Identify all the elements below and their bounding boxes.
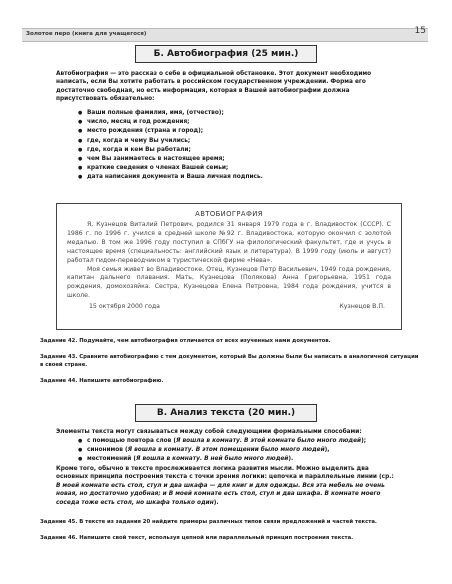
autobiography-title: АВТОБИОГРАФИЯ <box>195 210 263 218</box>
task-42: Задание 42. Подумайте, чем автобиография отличается от всех изученных нами документов. <box>40 338 331 344</box>
page-number: 15 <box>414 26 426 36</box>
list-item: ● с помощью повтора слов (Я вошла в комнату. В этой комнате было много людей); <box>78 437 398 446</box>
section-b-intro: Автобиография — это рассказ о себе в официальной обстановке. Этот документ необходимо написать, если Вы хотите работать в российском государственном учреждении. Форма его достаточно свободная, но есть информация, которая в Вашей автобиографии должна присутствовать обязательно: <box>56 71 372 103</box>
list-item: ● чем Вы занимаетесь в настоящее время; <box>78 155 398 164</box>
section-v-title: В. Анализ текста (20 мин.) <box>135 404 317 422</box>
section-v-intro: Элементы текста могут связываться между собой следующими формальными способами: <box>56 429 362 435</box>
list-item: ● где, когда и чему Вы учились; <box>78 137 398 146</box>
task-46: Задание 46. Напишите свой текст, используя цепной или параллельный принцип построения текста. <box>40 535 354 541</box>
task-45: Задание 45. В тексте из задания 20 найдите примеры различных типов связи предложений и частей текста. <box>40 519 377 525</box>
task-44: Задание 44. Напишите автобиографию. <box>40 378 164 384</box>
list-item: ● краткие сведения о членах Вашей семьи; <box>78 164 398 173</box>
list-item: ● синонимов (Я вошла в комнату. В этом помещении было много людей), <box>78 446 398 455</box>
list-item: ● дата написания документа и Ваша личная подпись. <box>78 173 398 182</box>
autobiography-paragraph-2: Моя семья живет во Владивостоке. Отец, Кузнецов Петр Васильевич, 1949 года рождения, капитан дальнего плавания. Мать, Кузнецова (Полякова) Анна Григорьевна, 1951 года рождения, домохозяйка. Сестра, Кузнецова Елена Петровна, 1984 года рождения, учится в школе. <box>67 265 391 300</box>
autobiography-signature: Кузнецов В.П. <box>339 303 385 311</box>
autobiography-requirements-list <box>78 109 398 183</box>
section-b-title: Б. Автобиография (25 мин.) <box>135 45 317 63</box>
autobiography-date: 15 октября 2000 года <box>89 303 160 311</box>
linking-methods-list <box>78 437 398 465</box>
list-item: ● место рождения (страна и город); <box>78 127 398 136</box>
autobiography-sample-box <box>56 203 402 330</box>
list-item: ● где, когда и кем Вы работали; <box>78 146 398 155</box>
task-43: Задание 43. Сравните автобиографию с тем документом, который Вы должны были бы написать в аналогичной ситуации в своей стране. <box>40 354 419 368</box>
autobiography-paragraph-1: Я, Кузнецов Виталий Петрович, родился 31 января 1979 года в г. Владивосток (СССР). С 1986 г. по 1996 г. учился в средней школе №92 г. Владивостока, которую окончил с золотой медалью. В том же 1996 году поступил в СПбГУ на филологический факультет, где и учусь в настоящее время (специальность: английский язык и литература). В 1999 году (июль и август) работал гидом-переводчиком в туристической фирме «Нева». <box>67 221 391 264</box>
running-title: Золотое перо (книга для учащегося) <box>26 31 147 37</box>
list-item: ● число, месяц и год рождения; <box>78 118 398 127</box>
list-item: ● местоимений (Я вошла в комнату. В ней было много людей). <box>78 455 398 464</box>
section-v-logic-paragraph: Кроме того, обычно в тексте прослеживается логика развития мысли. Можно выделить два основных принципа построения текста с точки зрения логики: цепочка и параллельные линии (ср.: В моей комнате есть стол, стул и два шкафа — для книг и для одежды. Вся эта мебель не очень новая, но достаточно удобная; и В моей комнате есть стол, стул и два шкафа. В комнате моего соседа тоже есть стол, но шкафа только один). <box>56 466 394 506</box>
list-item: ● Ваши полные фамилия, имя, (отчество); <box>78 109 398 118</box>
